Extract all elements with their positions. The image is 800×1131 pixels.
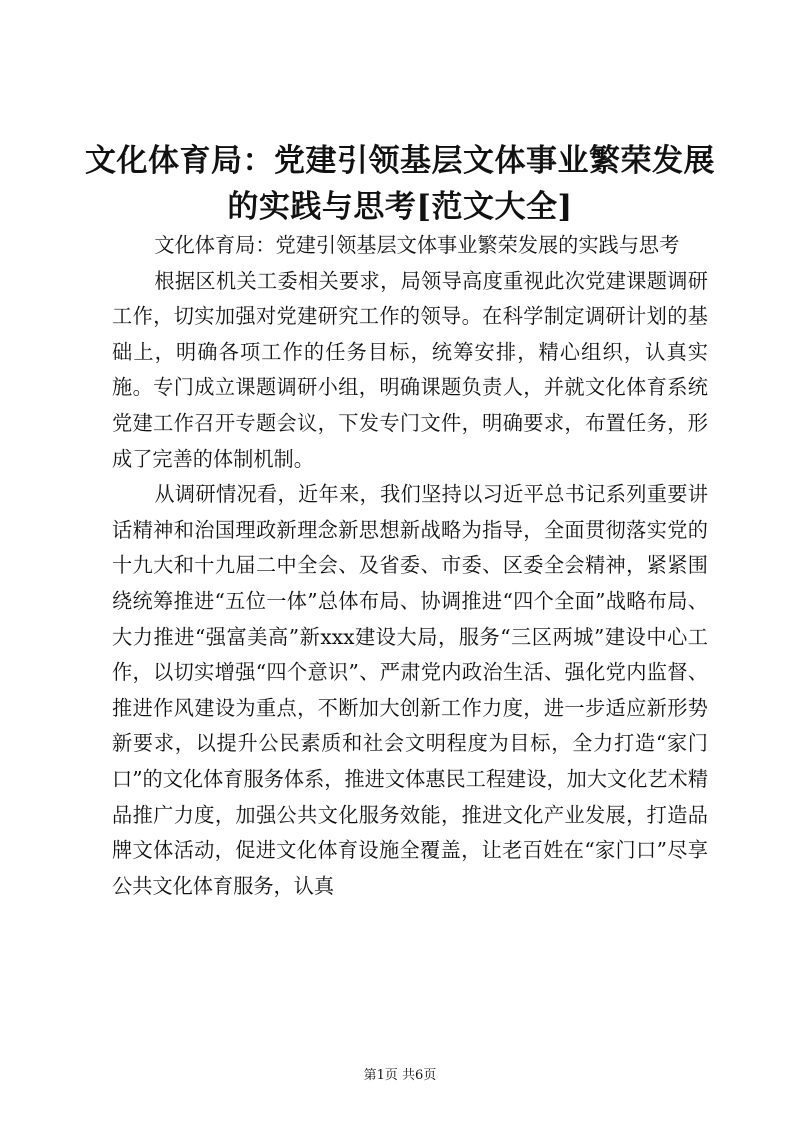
- page-number-footer: 第1页 共6页: [363, 1068, 437, 1083]
- document-title: [60, 138, 740, 230]
- paragraph: 根据区机关工委相关要求，局领导高度重视此次党建课题调研工作，切实加强对党建研究工作的领导。在科学制定调研计划的基础上，明确各项工作的任务目标，统筹安排，精心组织，认真实施。专门成立课题调研小组，明确课题负责人，并就文化体育系统党建工作召开专题会议，下发专门文件，明确要求，布置任务，形成了完善的体制机制。: [112, 268, 708, 471]
- paragraph-subtitle: 文化体育局：党建引领基层文体事业繁荣发展的实践与思考: [154, 233, 680, 257]
- title-line-1: 文化体育局：党建引领基层文体事业繁荣发展: [85, 143, 715, 179]
- document-body: [112, 228, 708, 904]
- paragraph: 从调研情况看，近年来，我们坚持以习近平总书记系列重要讲话精神和治国理政新理念新思想新战略为指导，全面贯彻落实党的十九大和十九届二中全会、及省委、市委、区委全会精神，紧紧围绕统筹推进“五位一体”总体布局、协调推进“四个全面”战略布局、大力推进“强富美高”新xxx建设大局，服务“三区两城”建设中心工作，以切实增强“四个意识”、严肃党内政治生活、强化党内监督、推进作风建设为重点，不断加大创新工作力度，进一步适应新形势新要求，以提升公民素质和社会文明程度为目标，全力打造“家门口”的文化体育服务体系，推进文体惠民工程建设，加大文化艺术精品推广力度，加强公共文化服务效能，推进文化产业发展，打造品牌文体活动，促进文化体育设施全覆盖，让老百姓在“家门口”尽享公共文化体育服务，认真: [112, 482, 708, 898]
- title-line-2: 的实践与思考[范文大全]: [227, 189, 573, 225]
